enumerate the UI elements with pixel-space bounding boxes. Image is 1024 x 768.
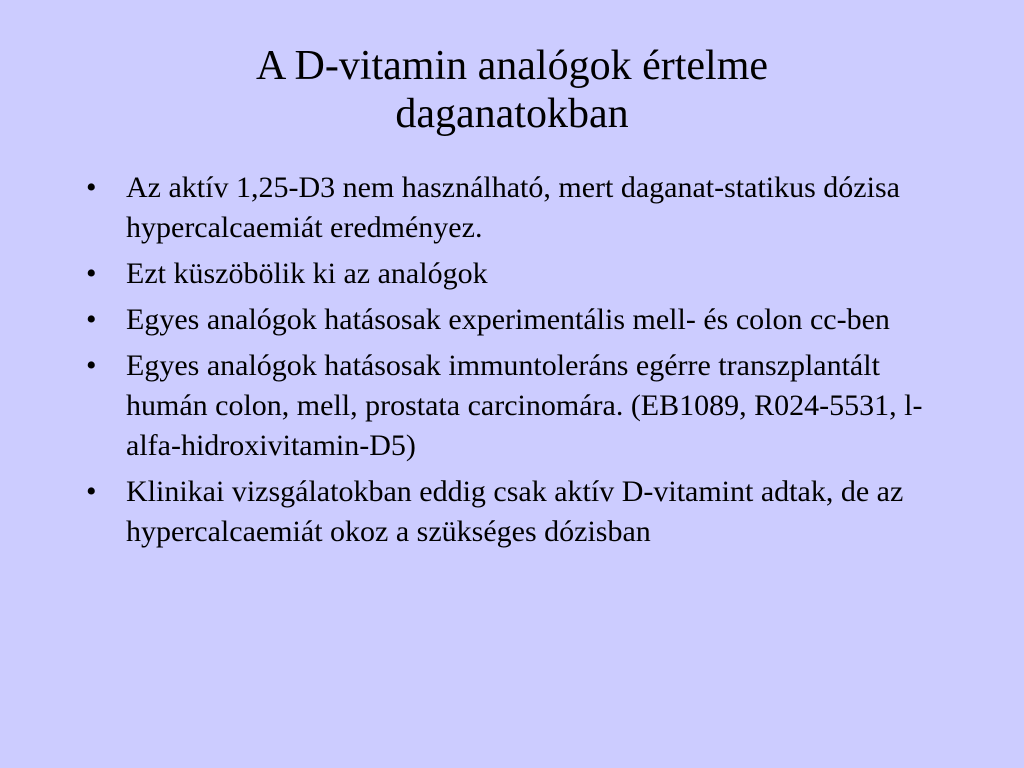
bullet-text-1: Az aktív 1,25-D3 nem használható, mert daganat-statikus dózisa hypercalcaemiát eredményez.: [126, 171, 900, 244]
bullet-marker: •: [86, 475, 97, 508]
slide-title: [0, 42, 1024, 138]
bullet-text-5: Klinikai vizsgálatokban eddig csak aktív D-vitamint adtak, de az hypercalcaemiát okoz a szükséges dózisban: [126, 475, 904, 548]
bullet-text-2: Ezt küszöbölik ki az analógok: [126, 257, 488, 290]
bullet-marker: •: [86, 303, 97, 336]
bullet-marker: •: [86, 171, 97, 204]
bullet-text-4: Egyes analógok hatásosak immuntoleráns egérre transzplantált humán colon, mell, prostata carcinomára. (EB1089, R024-5531, l-alfa-hidroxivitamin-D5): [126, 349, 923, 462]
slide-title-line-2: daganatokban: [395, 91, 629, 137]
bullet-item-5: [86, 472, 966, 552]
bullet-list: [86, 168, 966, 558]
bullet-item-3: [86, 300, 966, 340]
bullet-item-2: [86, 254, 966, 294]
bullet-item-4: [86, 346, 966, 466]
bullet-marker: •: [86, 257, 97, 290]
bullet-item-1: [86, 168, 966, 248]
slide-title-line-1: A D-vitamin analógok értelme: [255, 43, 769, 89]
bullet-text-3: Egyes analógok hatásosak experimentális mell- és colon cc-ben: [126, 303, 890, 336]
bullet-marker: •: [86, 349, 97, 382]
